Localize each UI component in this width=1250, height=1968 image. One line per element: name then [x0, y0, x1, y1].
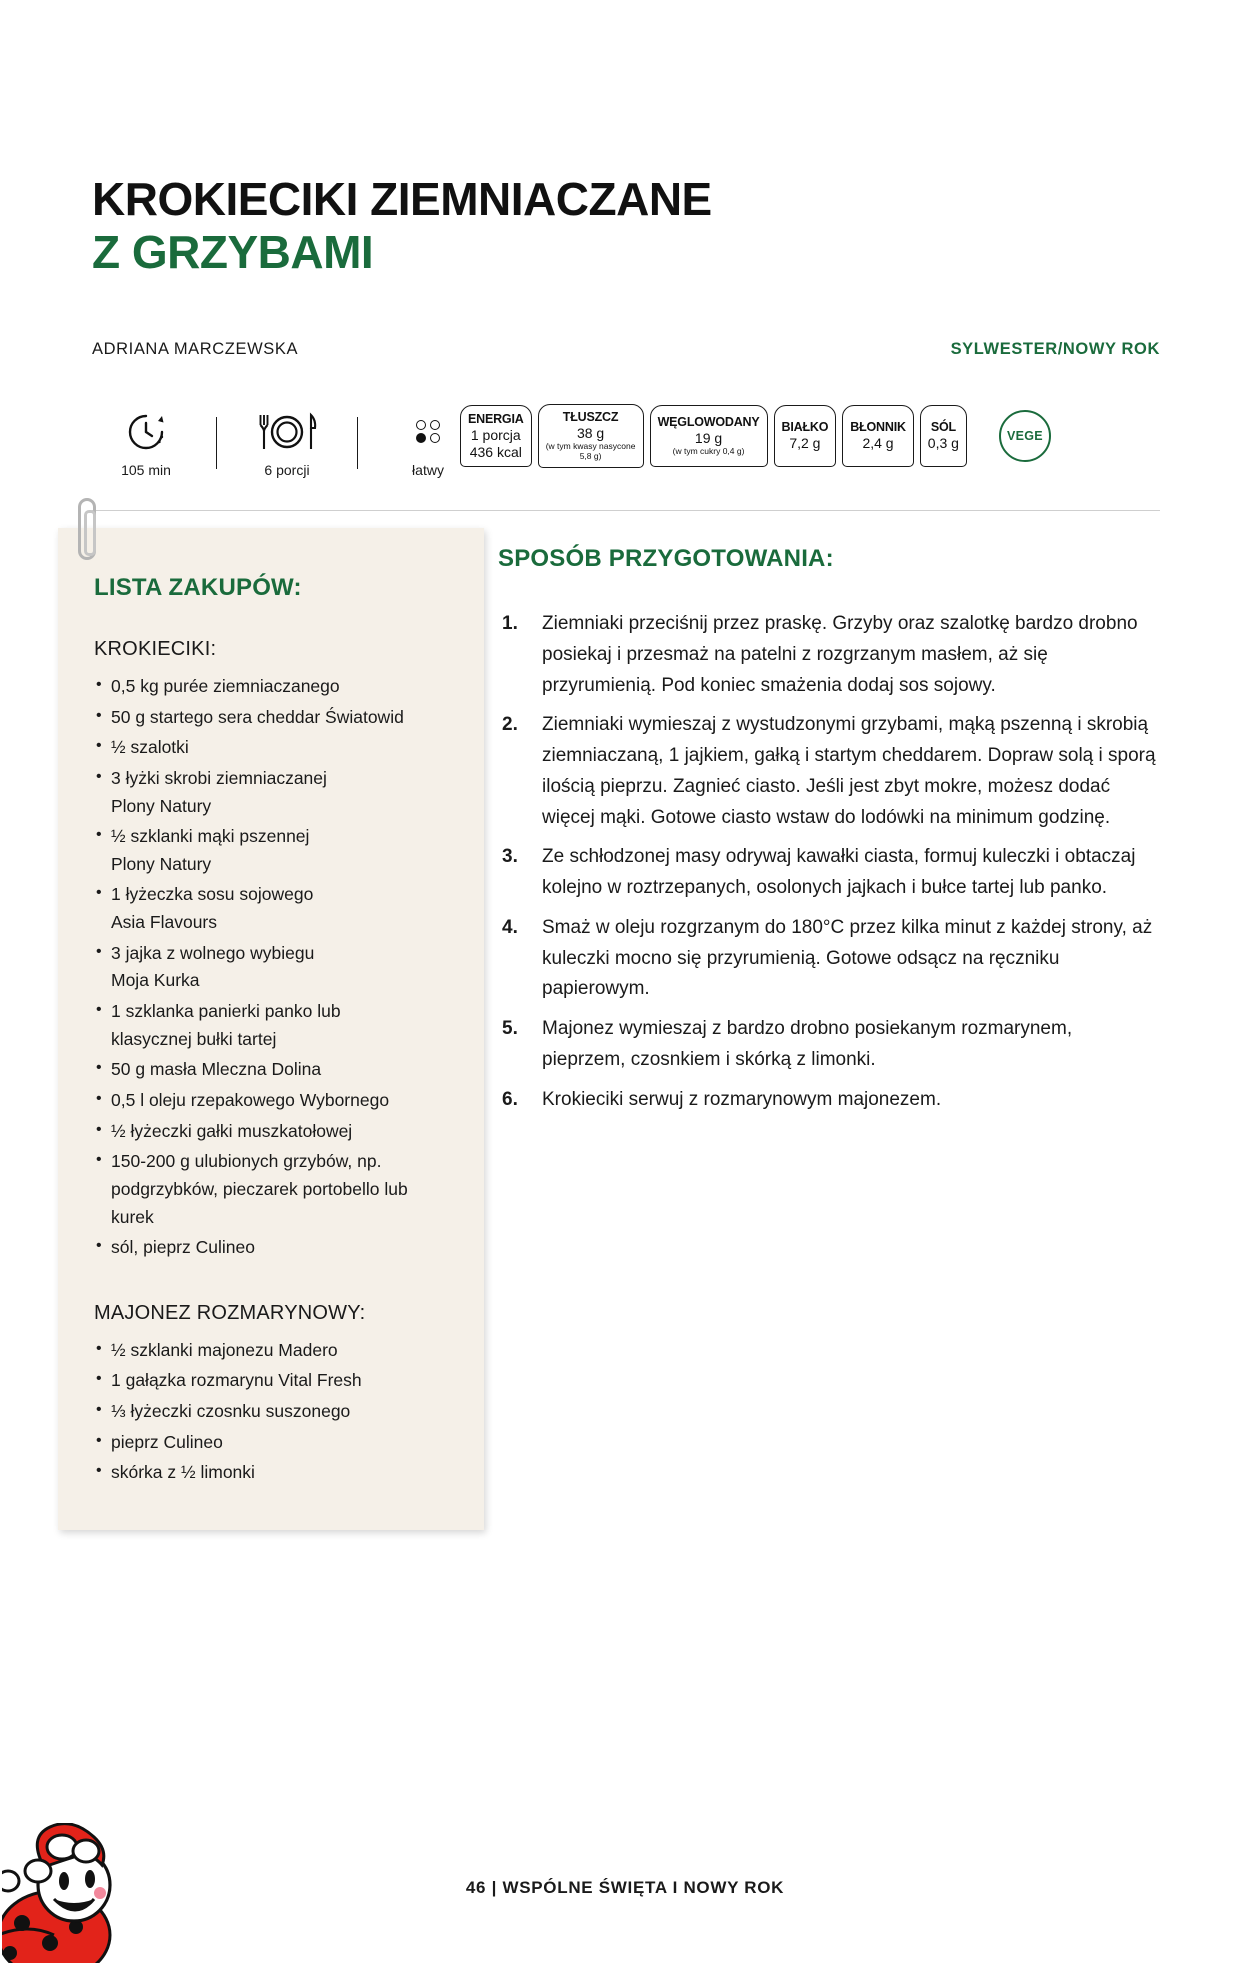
ingredient-text: 3 jajka z wolnego wybiegu [111, 942, 315, 963]
list-item [94, 881, 450, 936]
ingredient-text: 50 g startego sera cheddar Światowid [111, 706, 404, 727]
list-item [94, 823, 450, 878]
ingredient-list-krokieciki [94, 673, 450, 1262]
ingredient-text: 1 gałązka rozmarynu Vital Fresh [111, 1370, 362, 1391]
difficulty-dot-empty-3 [430, 433, 440, 443]
page-title [92, 175, 1162, 277]
vege-badge: VEGE [999, 410, 1051, 462]
list-item [94, 1429, 450, 1457]
shopping-list-title: LISTA ZAKUPÓW: [94, 574, 302, 601]
preparation-section [498, 545, 1158, 1124]
nutrition-box-bialko [774, 405, 837, 467]
ingredient-brand: klasycznej bułki tartej [111, 1028, 277, 1049]
list-item [94, 1367, 450, 1395]
preparation-steps [498, 609, 1158, 1115]
nutrition-name: BIAŁKO [781, 420, 829, 435]
ingredient-text: ½ łyżeczki gałki muszkatołowej [111, 1120, 353, 1141]
nutrition-value: 19 g [694, 429, 723, 446]
ingredient-list-majonez [94, 1337, 450, 1487]
meta-time [92, 409, 200, 478]
difficulty-dot-empty-1 [416, 420, 426, 430]
list-item [94, 704, 450, 732]
recipe-author: ADRIANA MARCZEWSKA [92, 340, 299, 358]
paperclip-icon [78, 498, 96, 560]
shopping-section-2-heading: MAJONEZ ROZMARYNOWY: [94, 1301, 366, 1324]
list-item [94, 1087, 450, 1115]
nutrition-value: 38 g [576, 425, 605, 441]
list-item: Smaż w oleju rozgrzanym do 180°C przez kilka minut z każdej strony, aż kuleczki mocno się przyrumienią. Gotowe odsącz na ręczniku papierowym. [542, 916, 1153, 1000]
header-divider [92, 510, 1160, 511]
list-item [94, 1337, 450, 1365]
nutrition-value-secondary: 436 kcal [469, 443, 522, 460]
preparation-title: SPOSÓB PRZYGOTOWANIA: [498, 545, 834, 572]
nutrition-box-sol [920, 405, 967, 467]
list-item: Krokieciki serwuj z rozmarynowym majonezem. [542, 1088, 942, 1110]
nutrition-value: 1 porcja [470, 426, 521, 443]
page-footer: 46 | WSPÓLNE ŚWIĘTA I NOWY ROK [465, 1878, 785, 1897]
nutrition-box-energia [460, 405, 532, 467]
plate-cutlery-icon [253, 409, 321, 455]
ingredient-text: sól, pieprz Culineo [111, 1237, 255, 1258]
ingredient-text: 150-200 g ulubionych grzybów, np. podgrzybków, pieczarek portobello lub kurek [111, 1151, 408, 1227]
ingredient-text: 1 szklanka panierki panko lub [111, 1001, 341, 1022]
ingredient-text: 0,5 kg purée ziemniaczanego [111, 676, 340, 696]
difficulty-dots-icon [416, 409, 441, 455]
list-item [94, 1056, 450, 1084]
list-item: Ziemniaki przeciśnij przez praskę. Grzyby oraz szalotkę bardzo drobno posiekaj i przesmaż na patelni z rozgrzanym masłem, aż się przyrumienią. Pod koniec smażenia dodaj sos sojowy. [542, 613, 1138, 696]
list-item [94, 673, 450, 701]
meta-time-label: 105 min [121, 461, 171, 478]
ingredient-text: ⅓ łyżeczki czosnku suszonego [111, 1401, 351, 1422]
meta-portions-label: 6 porcji [264, 461, 310, 478]
nutrition-panel [460, 404, 1051, 468]
list-item [94, 1398, 450, 1426]
ingredient-brand: Asia Flavours [111, 912, 218, 933]
nutrition-value: 0,3 g [927, 435, 959, 452]
difficulty-dot-filled [416, 433, 426, 443]
nutrition-name: TŁUSZCZ [562, 410, 619, 424]
ingredient-text: ½ szalotki [111, 737, 189, 758]
list-item [94, 734, 450, 762]
shopping-list-card [58, 528, 484, 1530]
nutrition-note: (w tym kwasy nasycone 5,8 g) [545, 441, 636, 461]
ingredient-text: ½ szklanki mąki pszennej [111, 826, 310, 847]
list-item: Ziemniaki wymieszaj z wystudzonymi grzybami, mąką pszenną i skrobią ziemniaczaną, 1 jajkiem, gałką i startym cheddarem. Dopraw solą i sporą ilością pieprzu. Zagnieć ciasto. Jeśli jest zbyt mokre, możesz dodać więcej mąki. Gotowe ciasto wstaw do lodówki na minimum godzinę. [542, 714, 1156, 828]
meta-divider-2 [357, 417, 358, 469]
recipe-category: SYLWESTER/NOWY ROK [950, 340, 1160, 358]
title-line-secondary: Z GRZYBAMI [92, 225, 374, 278]
ingredient-brand: Moja Kurka [111, 970, 200, 991]
list-item [94, 940, 450, 995]
nutrition-box-blonnik [842, 405, 914, 467]
nutrition-box-weglowodany [650, 405, 768, 467]
list-item: Majonez wymieszaj z bardzo drobno posiekanym rozmarynem, pieprzem, czosnkiem i skórką z limonki. [542, 1018, 1073, 1070]
nutrition-name: WĘGLOWODANY [657, 414, 760, 429]
list-item [94, 765, 450, 820]
shopping-section-1-heading: KROKIECIKI: [94, 638, 217, 660]
nutrition-name: ENERGIA [468, 411, 524, 426]
list-item: Ze schłodzonej masy odrywaj kawałki ciasta, formuj kuleczki i obtaczaj kolejno w roztrzepanych, osolonych jajkach i bułce tartej lub panko. [542, 846, 1136, 899]
meta-divider [216, 417, 217, 469]
ingredient-text: 1 łyżeczka sosu sojowego [111, 884, 314, 905]
list-item [94, 1234, 450, 1262]
nutrition-box-tluszcz [538, 404, 644, 468]
nutrition-name: BŁONNIK [850, 420, 906, 435]
title-line-primary: KROKIECIKI ZIEMNIACZANE [92, 173, 712, 225]
ingredient-brand: Plony Natury [111, 853, 212, 874]
meta-portions [233, 409, 341, 478]
ingredient-text: 0,5 l oleju rzepakowego Wybornego [111, 1089, 390, 1110]
list-item [94, 1148, 450, 1231]
ingredient-text: 50 g masła Mleczna Dolina [111, 1059, 322, 1080]
ladybug-santa-mascot-logo [2, 1823, 130, 1963]
meta-difficulty-label: łatwy [412, 461, 444, 478]
clock-icon [125, 409, 167, 455]
list-item [94, 998, 450, 1053]
difficulty-dot-empty-2 [430, 420, 440, 430]
ingredient-text: 3 łyżki skrobi ziemniaczanej [111, 767, 327, 788]
list-item [94, 1118, 450, 1146]
nutrition-value: 7,2 g [789, 435, 821, 452]
ingredient-text: skórka z ½ limonki [111, 1462, 255, 1483]
nutrition-name: SÓL [930, 420, 956, 435]
ingredient-text: ½ szklanki majonezu Madero [111, 1339, 338, 1360]
ingredient-text: pieprz Culineo [111, 1431, 223, 1452]
ingredient-brand: Plony Natury [111, 795, 212, 816]
nutrition-value: 2,4 g [862, 435, 894, 452]
nutrition-note: (w tym cukry 0,4 g) [672, 445, 745, 456]
list-item [94, 1459, 450, 1487]
byline-row [92, 340, 1160, 359]
